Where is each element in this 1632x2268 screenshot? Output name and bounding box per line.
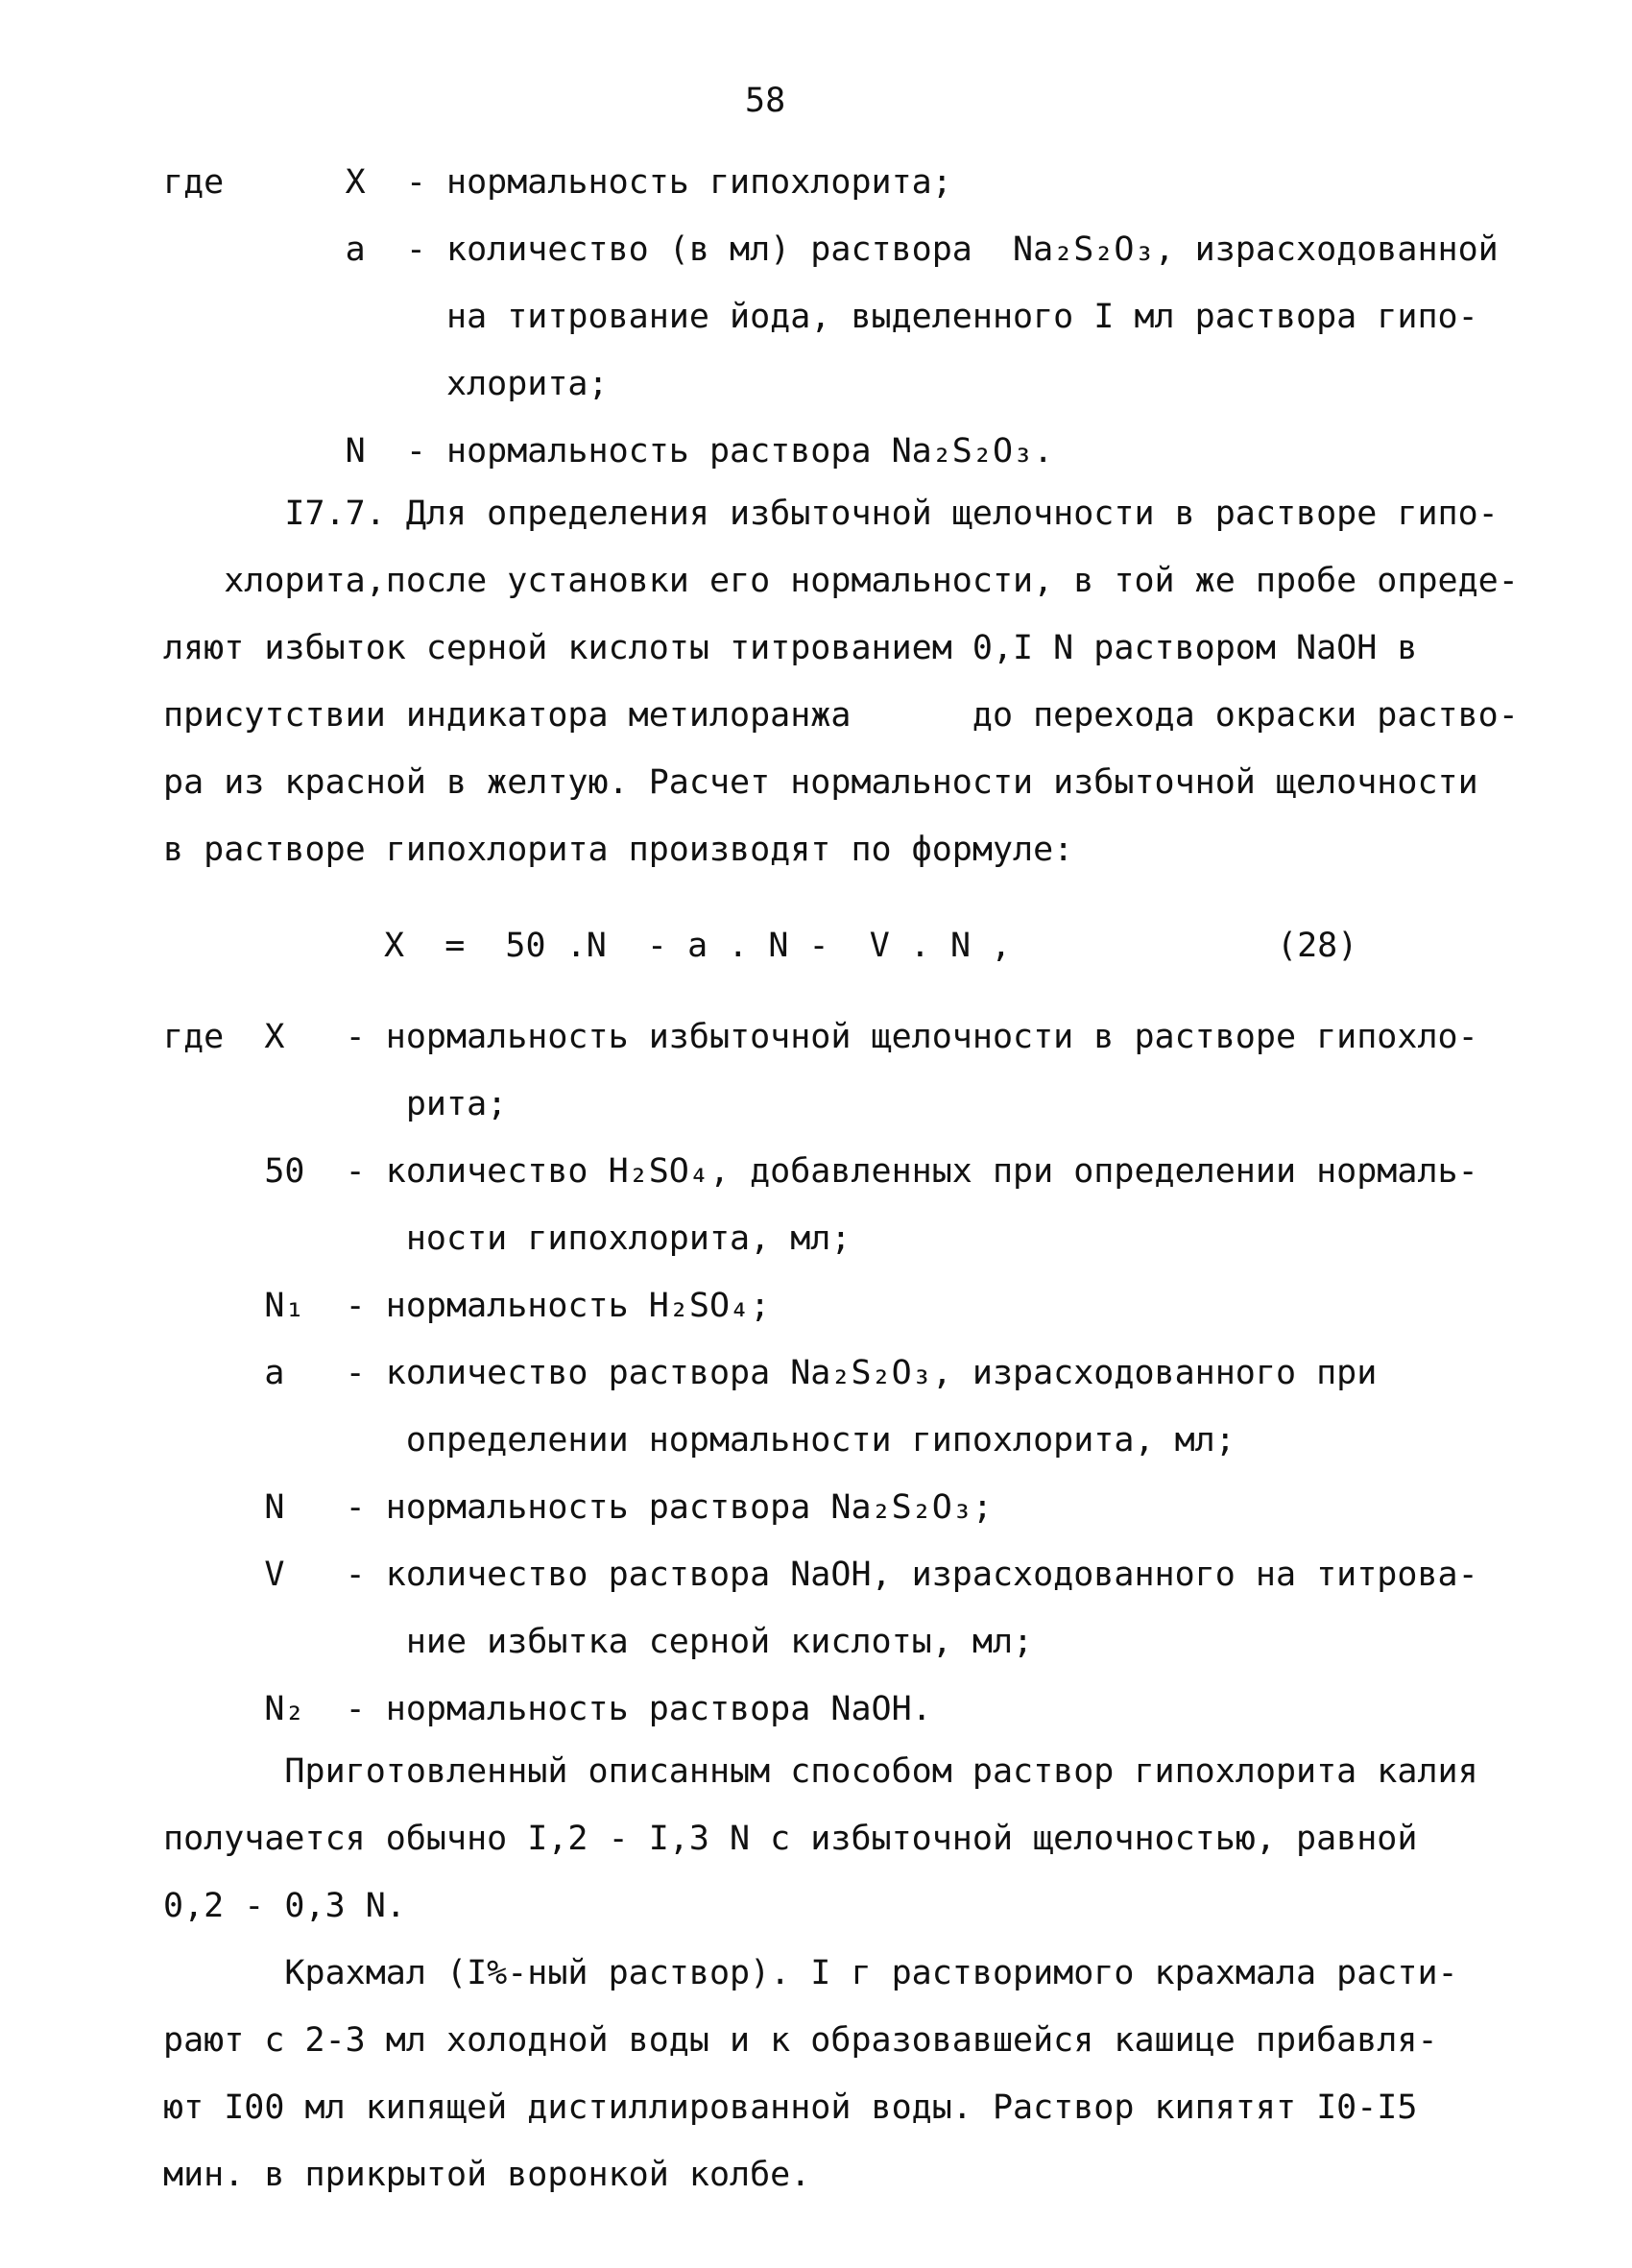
prepared-line-1: Приготовленный описанным способом раствор гипохлорита калия — [163, 1752, 1478, 1791]
where1-line-1: где X - нормальность гипохлорита; — [163, 163, 952, 202]
where1-line-5: N - нормальность раствора Na₂S₂O₃. — [163, 432, 1054, 470]
where2-line-9: V - количество раствора NaOH, израсходованного на титрова- — [163, 1556, 1478, 1594]
where2-line-6: а - количество раствора Na₂S₂O₃, израсходованного при — [163, 1354, 1378, 1392]
where2-line-2: рита; — [163, 1085, 508, 1123]
where1-line-2: а - количество (в мл) раствора Na₂S₂O₃, израсходованной — [163, 230, 1499, 269]
p17-line-1: I7.7. Для определения избыточной щелочности в растворе гипо- — [163, 495, 1499, 533]
where2-line-11: N₂ - нормальность раствора NaOH. — [163, 1690, 932, 1728]
starch-line-3: ют I00 мл кипящей дистиллированной воды. Раствор кипятят I0-I5 — [163, 2088, 1418, 2127]
p17-line-5: ра из красной в желтую. Расчет нормальности избыточной щелочности — [163, 763, 1478, 802]
starch-line-2: рают с 2-3 мл холодной воды и к образовавшейся кашице прибавля- — [163, 2021, 1438, 2060]
p17-line-3: ляют избыток серной кислоты титрованием 0,I N раствором NaOH в — [163, 629, 1418, 667]
p17-line-2: хлорита,после установки его нормальности, в той же пробе опреде- — [163, 562, 1519, 600]
starch-line-4: мин. в прикрытой воронкой колбе. — [163, 2156, 811, 2194]
where2-line-7: определении нормальности гипохлорита, мл; — [163, 1421, 1236, 1460]
where1-line-3: на титрование йода, выделенного I мл раствора гипо- — [163, 298, 1478, 336]
where2-line-8: N - нормальность раствора Na₂S₂O₃; — [163, 1488, 993, 1527]
where2-line-4: ности гипохлорита, мл; — [163, 1219, 852, 1258]
formula-28: X = 50 .N - a . N - V . N , — [384, 927, 1012, 965]
p17-line-4: присутствии индикатора метилоранжа до перехода окраски раство- — [163, 696, 1519, 735]
starch-line-1: Крахмал (I%-ный раствор). I г растворимого крахмала расти- — [163, 1954, 1458, 1992]
where2-line-3: 50 - количество H₂SO₄, добавленных при определении нормаль- — [163, 1152, 1478, 1191]
p17-line-6: в растворе гипохлорита производят по формуле: — [163, 831, 1074, 869]
where1-line-4: хлорита; — [163, 365, 609, 403]
prepared-line-2: получается обычно I,2 - I,3 N с избыточной щелочностью, равной — [163, 1820, 1418, 1858]
where2-line-10: ние избытка серной кислоты, мл; — [163, 1623, 1034, 1661]
page-number: 58 — [745, 82, 786, 120]
formula-number: (28) — [1277, 927, 1358, 965]
prepared-line-3: 0,2 - 0,3 N. — [163, 1887, 406, 1925]
where2-line-5: N₁ - нормальность H₂SO₄; — [163, 1287, 771, 1325]
where2-line-1: где X - нормальность избыточной щелочности в растворе гипохло- — [163, 1018, 1478, 1056]
